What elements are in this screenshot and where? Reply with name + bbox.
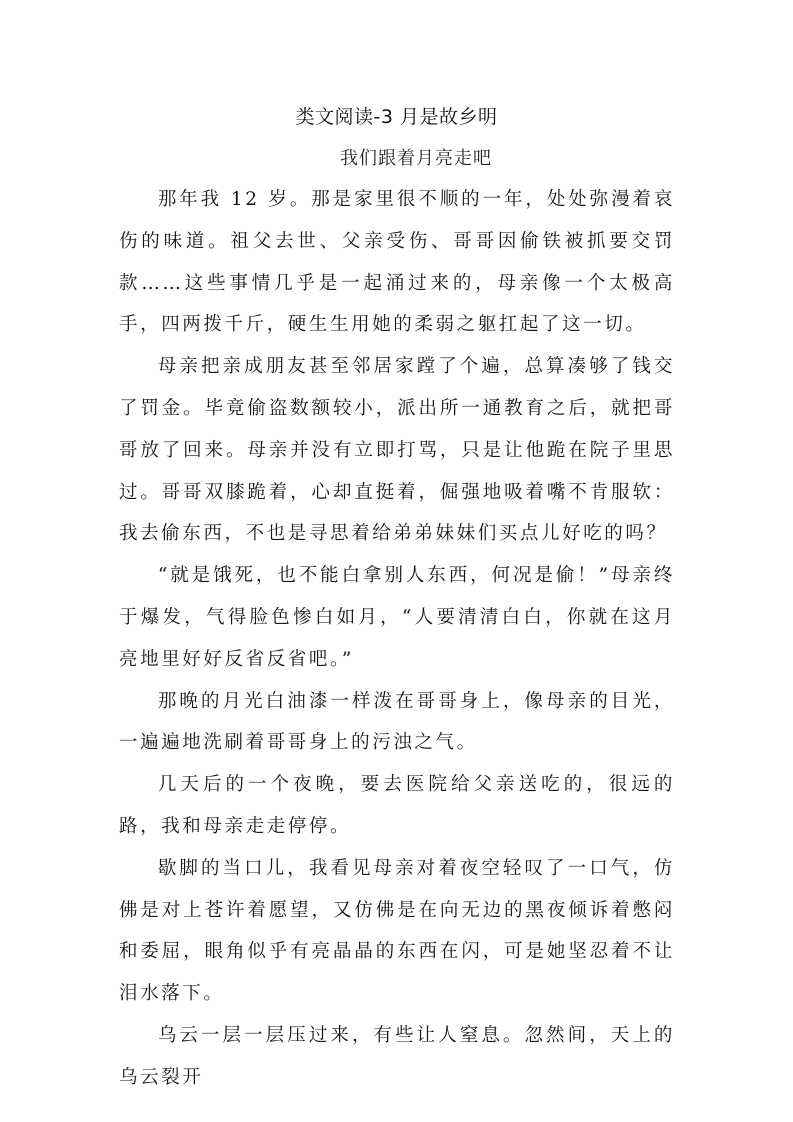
paragraph-6: 歇脚的当口儿，我看见母亲对着夜空轻叹了一口气，仿佛是对上苍许着愿望，又仿佛是在向无边的黑夜倾诉着憋闷和委屈，眼角似乎有亮晶晶的东西在闪，可是她坚忍着不让泪水落下。 [119, 857, 675, 1005]
paragraph-1: 那年我 12 岁。那是家里很不顺的一年，处处弥漫着哀伤的味道。祖父去世、父亲受伤、哥哥因偷铁被抓要交罚款……这些事情几乎是一起涌过来的，母亲像一个太极高手，四两拨千斤，硬生生用她的柔弱之躯扛起了这一切。 [119, 189, 675, 336]
article-subtitle: 我们跟着月亮走吧 [340, 148, 492, 169]
paragraph-4: 那晚的月光白油漆一样泼在哥哥身上，像母亲的目光，一遍遍地洗刷着哥哥身上的污浊之气。 [119, 690, 675, 754]
article-body [119, 179, 675, 1099]
paragraph-3: “就是饿死，也不能白拿别人东西，何况是偷！”母亲终于爆发，气得脸色惨白如月，“人要清清白白，你就在这月亮地里好好反省反省吧。” [119, 565, 675, 670]
document-title: 类文阅读-3 月是故乡明 [295, 106, 498, 128]
paragraph-2: 母亲把亲成朋友甚至邻居家蹚了个遍，总算凑够了钱交了罚金。毕竟偷盗数额较小，派出所一通教育之后，就把哥哥放了回来。母亲并没有立即打骂，只是让他跪在院子里思过。哥哥双膝跪着，心却直挺着，倔强地吸着嘴不肯服软：我去偷东西，不也是寻思着给弟弟妹妹们买点儿好吃的吗？ [119, 356, 675, 545]
paragraph-5: 几天后的一个夜晚，要去医院给父亲送吃的，很远的路，我和母亲走走停停。 [119, 774, 675, 837]
paragraph-7: 乌云一层一层压过来，有些让人窒息。忽然间，天上的乌云裂开 [119, 1024, 675, 1088]
